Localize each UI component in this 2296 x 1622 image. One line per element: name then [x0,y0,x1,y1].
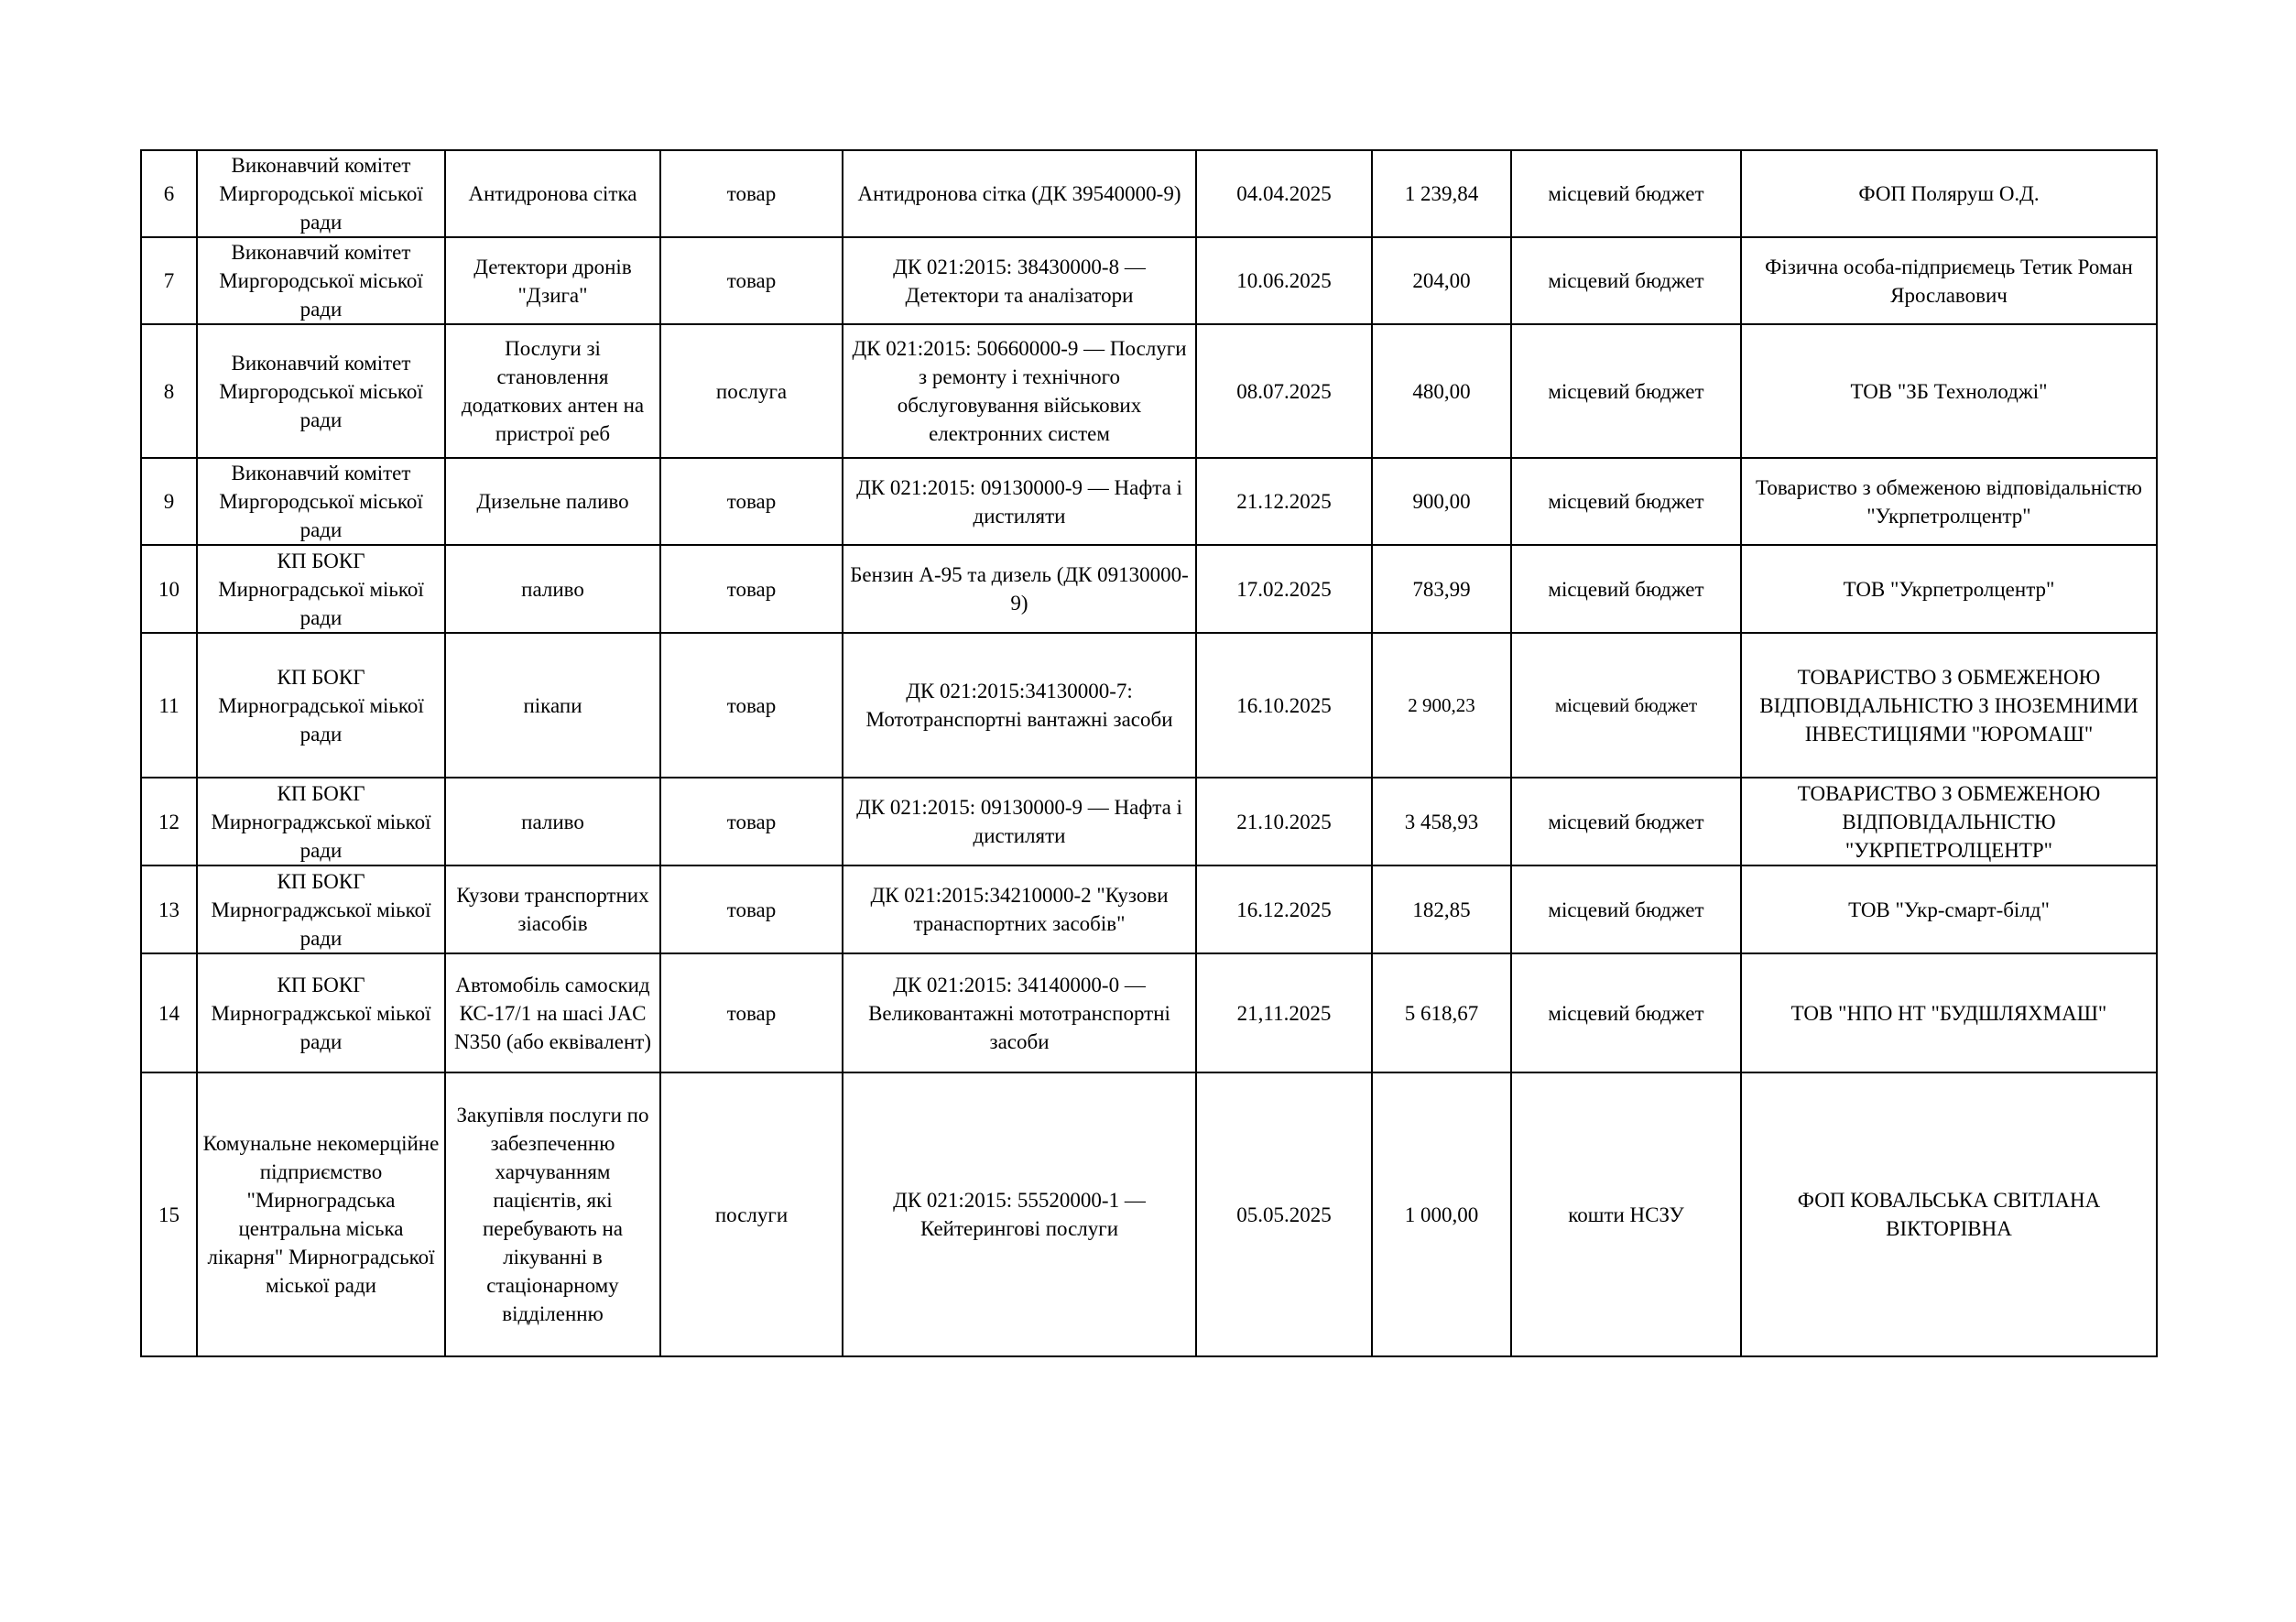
classifier-code: ДК 021:2015:34210000-2 "Кузови транаспортних засобів" [843,865,1196,953]
procurement-subject: пікапи [445,633,660,778]
procurement-subject: Антидронова сітка [445,150,660,237]
funding-source: місцевий бюджет [1511,865,1741,953]
row-number: 8 [141,324,197,458]
customer-name: Виконавчий комітет Миргородської міської ради [197,150,445,237]
row-number: 6 [141,150,197,237]
row-number: 7 [141,237,197,324]
item-type: товар [660,545,843,633]
contract-date: 08.07.2025 [1196,324,1372,458]
contract-amount: 182,85 [1372,865,1511,953]
supplier-name: ТОВАРИСТВО З ОБМЕЖЕНОЮ ВІДПОВІДАЛЬНІСТЮ З ІНОЗЕМНИМИ ІНВЕСТИЦІЯМИ "ЮРОМАШ" [1741,633,2157,778]
contract-date: 16.10.2025 [1196,633,1372,778]
customer-name: КП БОКГ Мирнограджської міької ради [197,953,445,1072]
contract-date: 04.04.2025 [1196,150,1372,237]
funding-source: місцевий бюджет [1511,545,1741,633]
customer-name: КП БОКГ Мирноградської міької ради [197,633,445,778]
procurement-subject: паливо [445,545,660,633]
row-number: 9 [141,458,197,545]
contract-date: 16.12.2025 [1196,865,1372,953]
table-row [141,237,2157,324]
row-number: 14 [141,953,197,1072]
procurement-subject: Послуги зі становлення додаткових антен на пристрої реб [445,324,660,458]
table-row [141,1072,2157,1356]
contract-date: 05.05.2025 [1196,1072,1372,1356]
classifier-code: ДК 021:2015: 34140000-0 — Великовантажні мототранспортні засоби [843,953,1196,1072]
contract-date: 10.06.2025 [1196,237,1372,324]
supplier-name: Фізична особа-підприємець Тетик Роман Ярославович [1741,237,2157,324]
procurement-subject: Детектори дронів "Дзига" [445,237,660,324]
item-type: товар [660,953,843,1072]
funding-source: місцевий бюджет [1511,633,1741,778]
table-row [141,150,2157,237]
supplier-name: ФОП КОВАЛЬСЬКА СВІТЛАНА ВІКТОРІВНА [1741,1072,2157,1356]
contract-amount: 783,99 [1372,545,1511,633]
table-row [141,953,2157,1072]
supplier-name: Товариство з обмеженою відповідальністю "Укрпетролцентр" [1741,458,2157,545]
contract-amount: 3 458,93 [1372,778,1511,865]
contract-date: 21.10.2025 [1196,778,1372,865]
item-type: товар [660,633,843,778]
supplier-name: ФОП Поляруш О.Д. [1741,150,2157,237]
table-row [141,324,2157,458]
row-number: 12 [141,778,197,865]
contract-amount: 5 618,67 [1372,953,1511,1072]
contract-date: 17.02.2025 [1196,545,1372,633]
contract-amount: 480,00 [1372,324,1511,458]
funding-source: місцевий бюджет [1511,150,1741,237]
contract-amount: 1 000,00 [1372,1072,1511,1356]
row-number: 11 [141,633,197,778]
procurement-subject: Закупівля послуги по забезпеченню харчуванням пацієнтів, які перебувають на лікуванні в стаціонарному відділенню [445,1072,660,1356]
contract-amount: 2 900,23 [1372,633,1511,778]
table-row [141,633,2157,778]
contract-amount: 1 239,84 [1372,150,1511,237]
item-type: послуга [660,324,843,458]
item-type: товар [660,237,843,324]
classifier-code: Антидронова сітка (ДК 39540000-9) [843,150,1196,237]
table-row [141,545,2157,633]
supplier-name: ТОВ "Укрпетролцентр" [1741,545,2157,633]
row-number: 15 [141,1072,197,1356]
classifier-code: ДК 021:2015: 09130000-9 — Нафта і дистиляти [843,778,1196,865]
funding-source: місцевий бюджет [1511,237,1741,324]
row-number: 13 [141,865,197,953]
customer-name: Комунальне некомерційне підприємство "Мирноградська центральна міська лікарня" Мирноградської міської ради [197,1072,445,1356]
procurement-subject: паливо [445,778,660,865]
table-row [141,458,2157,545]
contract-amount: 204,00 [1372,237,1511,324]
customer-name: Виконавчий комітет Миргородської міської ради [197,458,445,545]
customer-name: Виконавчий комітет Миргородської міської ради [197,237,445,324]
classifier-code: ДК 021:2015: 50660000-9 — Послуги з ремонту і технічного обслуговування військових електронних систем [843,324,1196,458]
item-type: товар [660,778,843,865]
procurement-subject: Автомобіль самоскид КС-17/1 на шасі JAC N350 (або еквівалент) [445,953,660,1072]
funding-source: місцевий бюджет [1511,324,1741,458]
funding-source: місцевий бюджет [1511,778,1741,865]
classifier-code: Бензин А-95 та дизель (ДК 09130000-9) [843,545,1196,633]
contract-date: 21,11.2025 [1196,953,1372,1072]
table-row [141,865,2157,953]
funding-source: місцевий бюджет [1511,953,1741,1072]
procurement-table [140,149,2158,1357]
classifier-code: ДК 021:2015: 38430000-8 — Детектори та аналізатори [843,237,1196,324]
procurement-subject: Кузови транспортних зіасобів [445,865,660,953]
item-type: товар [660,458,843,545]
funding-source: кошти НСЗУ [1511,1072,1741,1356]
funding-source: місцевий бюджет [1511,458,1741,545]
procurement-subject: Дизельне паливо [445,458,660,545]
item-type: товар [660,150,843,237]
item-type: послуги [660,1072,843,1356]
supplier-name: ТОВ "Укр-смарт-білд" [1741,865,2157,953]
customer-name: КП БОКГ Мирноградської міької ради [197,545,445,633]
customer-name: КП БОКГ Мирнограджської міької ради [197,778,445,865]
supplier-name: ТОВАРИСТВО З ОБМЕЖЕНОЮ ВІДПОВІДАЛЬНІСТЮ "УКРПЕТРОЛЦЕНТР" [1741,778,2157,865]
classifier-code: ДК 021:2015:34130000-7: Мототранспортні вантажні засоби [843,633,1196,778]
supplier-name: ТОВ "НПО НТ "БУДШЛЯХМАШ" [1741,953,2157,1072]
classifier-code: ДК 021:2015: 09130000-9 — Нафта і дистиляти [843,458,1196,545]
customer-name: КП БОКГ Мирнограджської міької ради [197,865,445,953]
supplier-name: ТОВ "ЗБ Технолоджі" [1741,324,2157,458]
contract-date: 21.12.2025 [1196,458,1372,545]
table-row [141,778,2157,865]
customer-name: Виконавчий комітет Миргородської міської ради [197,324,445,458]
item-type: товар [660,865,843,953]
classifier-code: ДК 021:2015: 55520000-1 — Кейтерингові послуги [843,1072,1196,1356]
contract-amount: 900,00 [1372,458,1511,545]
row-number: 10 [141,545,197,633]
